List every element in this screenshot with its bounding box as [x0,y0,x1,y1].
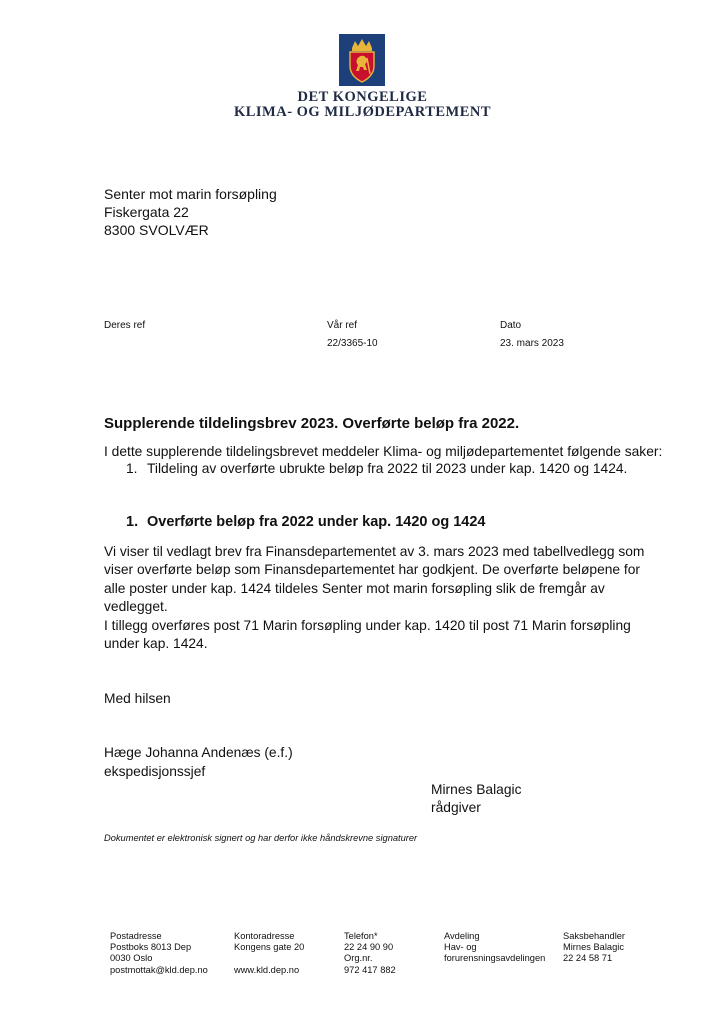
letter-title: Supplerende tildelingsbrev 2023. Overførte beløp fra 2022. [104,415,520,432]
signer-2-name: Mirnes Balagic [431,782,522,797]
dato-label: Dato [500,320,522,331]
closing-greeting: Med hilsen [104,691,171,706]
signer-2-title: rådgiver [431,800,481,815]
electronic-signature-note: Dokumentet er elektronisk signert og har derfor ikke håndskrevne signaturer [104,833,418,843]
coat-of-arms-logo [339,34,385,86]
footer-kontoradresse-blank [234,953,304,964]
footer-telefon-number: 22 24 90 90 [344,942,394,953]
footer-saksbehandler-name: Mirnes Balagic [563,942,624,953]
signer-1-title: ekspedisjonssjef [104,764,206,779]
footer-saksbehandler [563,931,625,965]
intro-text: I dette supplerende tildelingsbrevet meddeler Klima- og miljødepartementet følgende saker: [104,444,663,459]
footer-avdeling-label: Avdeling [444,931,480,941]
paragraph-2: I tillegg overføres post 71 Marin forsøpling under kap. 1420 til post 71 Marin forsøpling under kap. 1424. [104,618,631,652]
footer-postadresse-city: 0030 Oslo [110,953,153,964]
footer-telefon-label: Telefon* [344,931,378,941]
footer-kontoradresse [234,931,304,976]
footer-orgnr-label: Org.nr. [344,953,373,964]
dato-value: 23. mars 2023 [500,338,564,349]
recipient-postal: 8300 SVOLVÆR [104,222,209,238]
footer-saksbehandler-phone: 22 24 58 71 [563,953,613,964]
recipient-name: Senter mot marin forsøpling [104,186,277,202]
recipient-street: Fiskergata 22 [104,204,189,220]
var-ref-label: Vår ref [327,320,358,331]
list-item-1-text: Tildeling av overførte ubrukte beløp fra 2022 til 2023 under kap. 1420 og 1424. [147,461,628,476]
footer-postadresse-line: Postboks 8013 Dep [110,942,192,953]
ministry-name-line-2: KLIMA- OG MILJØDEPARTEMENT [233,104,492,120]
footer-postadresse [110,931,208,976]
var-ref-value: 22/3365-10 [327,338,378,349]
footer-orgnr-value: 972 417 882 [344,964,396,975]
footer-kontoradresse-street: Kongens gate 20 [234,942,305,953]
ministry-name-line-1: DET KONGELIGE [297,89,428,105]
deres-ref-label: Deres ref [104,320,146,331]
footer-email: postmottak@kld.dep.no [110,964,208,975]
footer-postadresse-label: Postadresse [110,931,162,941]
footer-telefon [344,931,396,976]
footer-avdeling [444,931,545,965]
footer-avdeling-line-2: forurensningsavdelingen [444,953,546,964]
footer-avdeling-line-1: Hav- og [444,942,477,953]
paragraph-1: Vi viser til vedlagt brev fra Finansdepartementet av 3. mars 2023 med tabellvedlegg som viser overførte beløp som Finansdepartementet har godkjent. De overførte beløpene for alle poster under kap. 1424 tildeles Senter mot marin forsøpling slik de fremgår av vedlegget. [104,544,645,614]
footer-kontoradresse-label: Kontoradresse [234,931,295,941]
footer-saksbehandler-label: Saksbehandler [563,931,626,941]
list-item-1-number: 1. [126,461,138,476]
footer-website: www.kld.dep.no [234,964,300,975]
section-1-heading: Overførte beløp fra 2022 under kap. 1420 og 1424 [147,514,486,530]
signer-1-name: Hæge Johanna Andenæs (e.f.) [104,745,293,760]
section-1-number: 1. [126,514,139,530]
